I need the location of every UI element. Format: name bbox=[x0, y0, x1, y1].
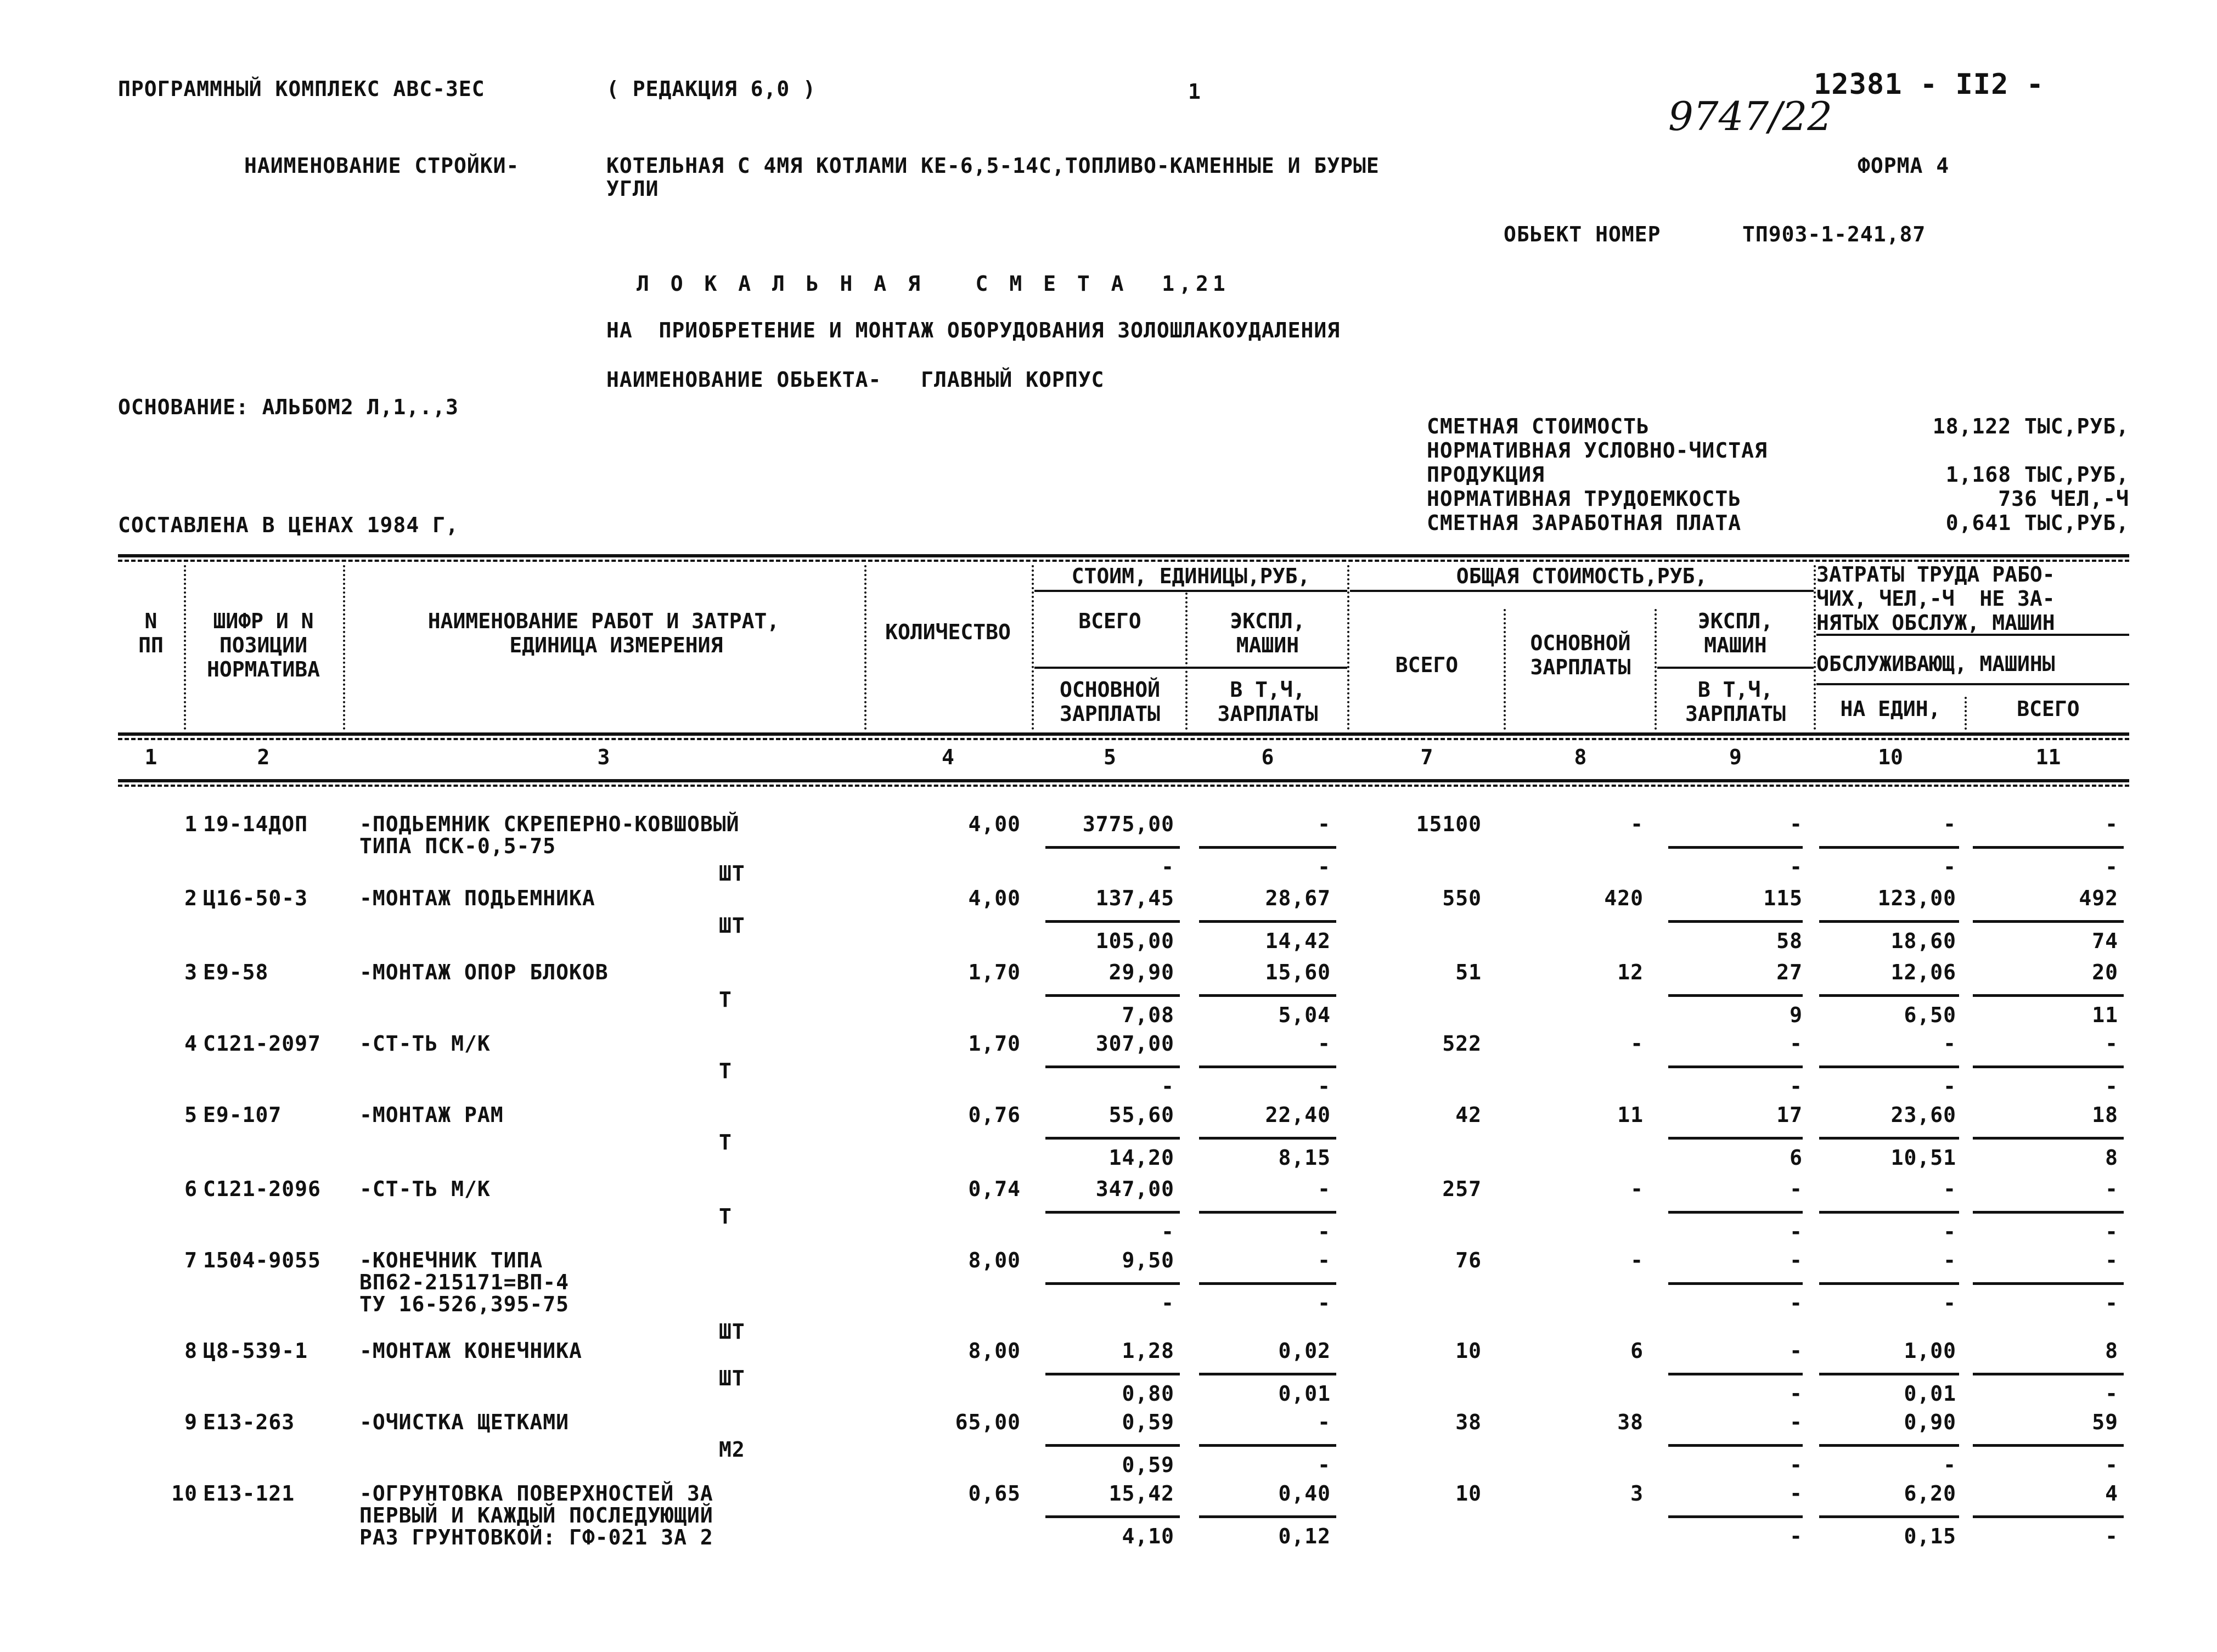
unit-wages: - bbox=[1161, 1220, 1174, 1244]
object-value: ТП903-1-241,87 bbox=[1742, 222, 1926, 246]
basis: ОСНОВАНИЕ: АЛЬБОМ2 Л,1,.,3 bbox=[118, 395, 459, 419]
total-cost: 257 bbox=[1442, 1177, 1482, 1201]
form-label: ФОРМА 4 bbox=[1858, 154, 1950, 178]
value-separator bbox=[1973, 1137, 2124, 1140]
value-separator bbox=[1819, 1137, 1959, 1140]
prices-basis: СОСТАВЛЕНА В ЦЕНАХ 1984 Г, bbox=[118, 513, 459, 537]
unit-of-measure: Т bbox=[719, 988, 732, 1012]
norm-code: Е13-263 bbox=[203, 1410, 295, 1434]
unit-cost-machines: 0,40 bbox=[1278, 1481, 1331, 1506]
unit-machine-wages: - bbox=[1318, 1074, 1331, 1098]
unit-cost-machines: - bbox=[1318, 1248, 1331, 1272]
col-header-5-sub: ОСНОВНОЙ ЗАРПЛАТЫ bbox=[1059, 678, 1161, 726]
value-separator bbox=[1819, 1065, 1959, 1068]
labor-total: 4 bbox=[2105, 1481, 2118, 1506]
unit-cost-total: 1,28 bbox=[1122, 1339, 1174, 1363]
construction-value-2: УГЛИ bbox=[606, 177, 659, 201]
unit-cost-machines: 15,60 bbox=[1265, 960, 1331, 984]
value-separator bbox=[1668, 994, 1803, 997]
unit-cost-header: СТОИМ, ЕДИНИЦЫ,РУБ, bbox=[1071, 564, 1310, 588]
norm-code: 19-14ДОП bbox=[203, 812, 308, 836]
machine-labor-per-unit: 6,50 bbox=[1904, 1003, 1956, 1027]
unit-of-measure: Т bbox=[719, 1204, 732, 1228]
unit-of-measure: ШТ bbox=[719, 1320, 745, 1344]
machine-labor-total: - bbox=[2105, 1220, 2118, 1244]
unit-machine-wages: - bbox=[1318, 1220, 1331, 1244]
unit-wages: 4,10 bbox=[1122, 1524, 1174, 1548]
column-number: 6 bbox=[1261, 745, 1274, 769]
quantity: 8,00 bbox=[968, 1339, 1021, 1363]
column-number: 9 bbox=[1729, 745, 1742, 769]
summary-value: 1,168 ТЫС,РУБ, bbox=[1945, 463, 2129, 487]
unit-wages: - bbox=[1161, 855, 1174, 879]
value-separator bbox=[1199, 846, 1336, 849]
value-separator bbox=[1668, 1373, 1803, 1375]
value-separator bbox=[1199, 920, 1336, 923]
labor-per-unit: - bbox=[1943, 1248, 1956, 1272]
total-cost: 42 bbox=[1455, 1103, 1482, 1127]
value-separator bbox=[1668, 1137, 1803, 1140]
quantity: 1,70 bbox=[968, 1031, 1021, 1056]
labor-total: 492 bbox=[2079, 886, 2118, 910]
value-separator bbox=[1819, 1515, 1959, 1518]
summary-value: 0,641 ТЫС,РУБ, bbox=[1945, 511, 2129, 535]
machine-labor-total: - bbox=[2105, 1524, 2118, 1548]
machine-labor-total: - bbox=[2105, 1453, 2118, 1477]
work-name: ТУ 16-526,395-75 bbox=[359, 1292, 570, 1316]
value-separator bbox=[1668, 846, 1803, 849]
total-machine-wages: 6 bbox=[1790, 1146, 1803, 1170]
col-header-9: ЭКСПЛ, МАШИН bbox=[1697, 609, 1774, 657]
labor-total: 59 bbox=[2092, 1410, 2118, 1434]
unit-wages: - bbox=[1161, 1074, 1174, 1098]
value-separator bbox=[1973, 994, 2124, 997]
total-machine-wages: - bbox=[1790, 1220, 1803, 1244]
labor-per-unit: - bbox=[1943, 1031, 1956, 1056]
labor-per-unit: - bbox=[1943, 812, 1956, 836]
unit-wages: 105,00 bbox=[1095, 929, 1174, 953]
value-separator bbox=[1819, 994, 1959, 997]
value-separator bbox=[1045, 1282, 1180, 1285]
labor-total: - bbox=[2105, 812, 2118, 836]
value-separator bbox=[1199, 1515, 1336, 1518]
unit-of-measure: М2 bbox=[719, 1437, 745, 1462]
summary-label: НОРМАТИВНАЯ ТРУДОЕМКОСТЬ bbox=[1427, 487, 1742, 511]
labor-per-unit: 1,00 bbox=[1904, 1339, 1956, 1363]
column-number: 1 bbox=[144, 745, 157, 769]
value-separator bbox=[1819, 1373, 1959, 1375]
row-number: 4 bbox=[184, 1031, 198, 1056]
value-separator bbox=[1045, 994, 1180, 997]
total-machines: - bbox=[1790, 1339, 1803, 1363]
labor-total: - bbox=[2105, 1031, 2118, 1056]
total-machines: - bbox=[1790, 812, 1803, 836]
value-separator bbox=[1819, 1211, 1959, 1214]
machine-labor-per-unit: - bbox=[1943, 1291, 1956, 1315]
total-wages: 6 bbox=[1630, 1339, 1644, 1363]
labor-per-unit: 123,00 bbox=[1877, 886, 1956, 910]
row-number: 6 bbox=[184, 1177, 198, 1201]
col-header-2: ШИФР И N ПОЗИЦИИ НОРМАТИВА bbox=[207, 609, 320, 681]
unit-cost-machines: - bbox=[1318, 1410, 1331, 1434]
total-cost: 15100 bbox=[1416, 812, 1482, 836]
quantity: 8,00 bbox=[968, 1248, 1021, 1272]
unit-cost-total: 3775,00 bbox=[1082, 812, 1174, 836]
value-separator bbox=[1045, 846, 1180, 849]
column-number: 5 bbox=[1104, 745, 1116, 769]
labor-total: - bbox=[2105, 1248, 2118, 1272]
unit-of-measure: ШТ bbox=[719, 914, 745, 938]
col-header-4: КОЛИЧЕСТВО bbox=[885, 620, 1011, 644]
machine-labor-total: 11 bbox=[2092, 1003, 2118, 1027]
quantity: 0,74 bbox=[968, 1177, 1021, 1201]
row-number: 8 bbox=[184, 1339, 198, 1363]
work-name: -СТ-ТЬ М/К bbox=[359, 1177, 491, 1201]
machine-labor-per-unit: 18,60 bbox=[1890, 929, 1956, 953]
unit-of-measure: Т bbox=[719, 1130, 732, 1154]
construction-label: НАИМЕНОВАНИЕ СТРОЙКИ- bbox=[244, 154, 520, 178]
work-name: -КОНЕЧНИК ТИПА bbox=[359, 1248, 543, 1272]
total-machines: - bbox=[1790, 1481, 1803, 1506]
value-separator bbox=[1045, 1211, 1180, 1214]
norm-code: Е9-107 bbox=[203, 1103, 282, 1127]
total-machines: 17 bbox=[1776, 1103, 1803, 1127]
labor-total: - bbox=[2105, 1177, 2118, 1201]
labor-per-unit: 6,20 bbox=[1904, 1481, 1956, 1506]
unit-cost-total: 347,00 bbox=[1095, 1177, 1174, 1201]
labor-per-unit: 0,90 bbox=[1904, 1410, 1956, 1434]
row-number: 2 bbox=[184, 886, 198, 910]
value-separator bbox=[1668, 1211, 1803, 1214]
total-wages: 11 bbox=[1617, 1103, 1644, 1127]
norm-code: Ц8-539-1 bbox=[203, 1339, 308, 1363]
column-number: 8 bbox=[1574, 745, 1587, 769]
value-separator bbox=[1973, 1444, 2124, 1447]
construction-value: КОТЕЛЬНАЯ С 4МЯ КОТЛАМИ КЕ-6,5-14С,ТОПЛИВО-КАМЕННЫЕ И БУРЫЕ bbox=[606, 154, 1380, 178]
col-header-6-sub: В Т,Ч, ЗАРПЛАТЫ bbox=[1217, 678, 1318, 726]
object-name: НАИМЕНОВАНИЕ ОБЬЕКТА- ГЛАВНЫЙ КОРПУС bbox=[606, 368, 1105, 392]
total-wages: 38 bbox=[1617, 1410, 1644, 1434]
summary-label: ПРОДУКЦИЯ bbox=[1427, 463, 1545, 487]
labor-total: 20 bbox=[2092, 960, 2118, 984]
quantity: 0,65 bbox=[968, 1481, 1021, 1506]
norm-code: Е13-121 bbox=[203, 1481, 295, 1506]
value-separator bbox=[1973, 846, 2124, 849]
value-separator bbox=[1045, 1444, 1180, 1447]
col-header-8: ОСНОВНОЙ ЗАРПЛАТЫ bbox=[1530, 631, 1631, 679]
total-machines: 27 bbox=[1776, 960, 1803, 984]
unit-of-measure: ШТ bbox=[719, 1366, 745, 1390]
work-name: -МОНТАЖ ОПОР БЛОКОВ bbox=[359, 960, 609, 984]
total-wages: - bbox=[1630, 1248, 1644, 1272]
work-name: -ОГРУНТОВКА ПОВЕРХНОСТЕЙ ЗА bbox=[359, 1481, 713, 1506]
quantity: 0,76 bbox=[968, 1103, 1021, 1127]
work-name: -МОНТАЖ ПОДЬЕМНИКА bbox=[359, 886, 595, 910]
unit-machine-wages: 5,04 bbox=[1278, 1003, 1331, 1027]
work-name: ПЕРВЫЙ И КАЖДЫЙ ПОСЛЕДУЮЩИЙ bbox=[359, 1503, 713, 1527]
machine-labor-total: - bbox=[2105, 855, 2118, 879]
total-wages: 3 bbox=[1630, 1481, 1644, 1506]
total-wages: - bbox=[1630, 812, 1644, 836]
value-separator bbox=[1045, 1515, 1180, 1518]
value-separator bbox=[1668, 1065, 1803, 1068]
total-machine-wages: - bbox=[1790, 1453, 1803, 1477]
value-separator bbox=[1045, 1137, 1180, 1140]
handwritten-number: 9747/22 bbox=[1668, 93, 1833, 139]
value-separator bbox=[1199, 1444, 1336, 1447]
work-name: -ПОДЬЕМНИК СКРЕПЕРНО-КОВШОВЫЙ bbox=[359, 812, 740, 836]
value-separator bbox=[1199, 1282, 1336, 1285]
page-number: 1 bbox=[1188, 80, 1201, 104]
unit-wages: 7,08 bbox=[1122, 1003, 1174, 1027]
value-separator bbox=[1045, 1065, 1180, 1068]
unit-machine-wages: 0,01 bbox=[1278, 1382, 1331, 1406]
value-separator bbox=[1668, 1515, 1803, 1518]
labor-total: 18 bbox=[2092, 1103, 2118, 1127]
unit-cost-machines: - bbox=[1318, 1031, 1331, 1056]
unit-machine-wages: - bbox=[1318, 1453, 1331, 1477]
column-number: 3 bbox=[597, 745, 610, 769]
total-machine-wages: 58 bbox=[1776, 929, 1803, 953]
value-separator bbox=[1045, 1373, 1180, 1375]
norm-code: Е9-58 bbox=[203, 960, 269, 984]
unit-machine-wages: 0,12 bbox=[1278, 1524, 1331, 1548]
unit-cost-machines: - bbox=[1318, 1177, 1331, 1201]
quantity: 65,00 bbox=[955, 1410, 1021, 1434]
summary-value: 736 ЧЕЛ,-Ч bbox=[1998, 487, 2129, 511]
total-machine-wages: - bbox=[1790, 1382, 1803, 1406]
value-separator bbox=[1973, 920, 2124, 923]
total-machine-wages: - bbox=[1790, 1524, 1803, 1548]
total-cost: 38 bbox=[1455, 1410, 1482, 1434]
machine-labor-per-unit: - bbox=[1943, 1074, 1956, 1098]
total-cost: 550 bbox=[1442, 886, 1482, 910]
work-name: ТИПА ПСК-0,5-75 bbox=[359, 834, 556, 858]
norm-code: Ц16-50-3 bbox=[203, 886, 308, 910]
work-name: -СТ-ТЬ М/К bbox=[359, 1031, 491, 1056]
total-cost: 51 bbox=[1455, 960, 1482, 984]
row-number: 7 bbox=[184, 1248, 198, 1272]
quantity: 1,70 bbox=[968, 960, 1021, 984]
machine-labor-per-unit: - bbox=[1943, 855, 1956, 879]
total-cost: 10 bbox=[1455, 1339, 1482, 1363]
total-machines: - bbox=[1790, 1031, 1803, 1056]
norm-code: С121-2097 bbox=[203, 1031, 321, 1056]
total-wages: 12 bbox=[1617, 960, 1644, 984]
unit-of-measure: Т bbox=[719, 1059, 732, 1083]
value-separator bbox=[1668, 1282, 1803, 1285]
unit-machine-wages: - bbox=[1318, 855, 1331, 879]
total-cost-header: ОБЩАЯ СТОИМОСТЬ,РУБ, bbox=[1456, 564, 1708, 588]
value-separator bbox=[1199, 1211, 1336, 1214]
value-separator bbox=[1199, 1137, 1336, 1140]
value-separator bbox=[1973, 1373, 2124, 1375]
object-label: ОБЬЕКТ НОМЕР bbox=[1504, 222, 1661, 246]
quantity: 4,00 bbox=[968, 886, 1021, 910]
summary-label: СМЕТНАЯ СТОИМОСТЬ bbox=[1427, 414, 1650, 438]
unit-cost-machines: - bbox=[1318, 812, 1331, 836]
machine-labor-total: - bbox=[2105, 1382, 2118, 1406]
unit-wages: - bbox=[1161, 1291, 1174, 1315]
row-number: 5 bbox=[184, 1103, 198, 1127]
value-separator bbox=[1973, 1282, 2124, 1285]
labor-total: 8 bbox=[2105, 1339, 2118, 1363]
unit-cost-machines: 22,40 bbox=[1265, 1103, 1331, 1127]
value-separator bbox=[1973, 1211, 2124, 1214]
row-number: 1 bbox=[184, 812, 198, 836]
unit-machine-wages: 14,42 bbox=[1265, 929, 1331, 953]
work-name: -ОЧИСТКА ЩЕТКАМИ bbox=[359, 1410, 570, 1434]
total-wages: 420 bbox=[1604, 886, 1644, 910]
work-name: ВП62-215171=ВП-4 bbox=[359, 1270, 570, 1294]
document-title: Л О К А Л Ь Н А Я С М Е Т А 1,21 bbox=[637, 272, 1230, 296]
column-number: 2 bbox=[257, 745, 270, 769]
value-separator bbox=[1045, 920, 1180, 923]
value-separator bbox=[1819, 1444, 1959, 1447]
doc-number: 12381 - II2 - bbox=[1814, 68, 2044, 101]
machine-labor-total: 74 bbox=[2092, 929, 2118, 953]
work-name: РАЗ ГРУНТОВКОЙ: ГФ-021 ЗА 2 bbox=[359, 1525, 713, 1549]
machine-labor-per-unit: 0,15 bbox=[1904, 1524, 1956, 1548]
total-cost: 522 bbox=[1442, 1031, 1482, 1056]
total-wages: - bbox=[1630, 1177, 1644, 1201]
machine-labor-per-unit: - bbox=[1943, 1453, 1956, 1477]
norm-code: С121-2096 bbox=[203, 1177, 321, 1201]
value-separator bbox=[1973, 1065, 2124, 1068]
unit-cost-total: 0,59 bbox=[1122, 1410, 1174, 1434]
machine-labor-total: - bbox=[2105, 1074, 2118, 1098]
col-header-9-sub: В Т,Ч, ЗАРПЛАТЫ bbox=[1685, 678, 1786, 726]
labor-header-2: ОБСЛУЖИВАЮЩ, МАШИНЫ bbox=[1816, 652, 2055, 676]
quantity: 4,00 bbox=[968, 812, 1021, 836]
unit-cost-total: 55,60 bbox=[1108, 1103, 1174, 1127]
work-name: -МОНТАЖ РАМ bbox=[359, 1103, 504, 1127]
summary-label: СМЕТНАЯ ЗАРАБОТНАЯ ПЛАТА bbox=[1427, 511, 1742, 535]
value-separator bbox=[1199, 1373, 1336, 1375]
unit-cost-total: 9,50 bbox=[1122, 1248, 1174, 1272]
col-header-7: ВСЕГО bbox=[1395, 653, 1459, 677]
value-separator bbox=[1199, 1065, 1336, 1068]
labor-per-unit: - bbox=[1943, 1177, 1956, 1201]
unit-cost-total: 15,42 bbox=[1108, 1481, 1174, 1506]
total-machines: - bbox=[1790, 1410, 1803, 1434]
summary-label: НОРМАТИВНАЯ УСЛОВНО-ЧИСТАЯ bbox=[1427, 438, 1768, 463]
total-machine-wages: 9 bbox=[1790, 1003, 1803, 1027]
unit-machine-wages: 8,15 bbox=[1278, 1146, 1331, 1170]
labor-per-unit: 12,06 bbox=[1890, 960, 1956, 984]
unit-cost-machines: 28,67 bbox=[1265, 886, 1331, 910]
value-separator bbox=[1973, 1515, 2124, 1518]
total-machine-wages: - bbox=[1790, 1291, 1803, 1315]
unit-machine-wages: - bbox=[1318, 1291, 1331, 1315]
unit-wages: 0,59 bbox=[1122, 1453, 1174, 1477]
program-name: ПРОГРАММНЫЙ КОМПЛЕКС АВС-3ЕС bbox=[118, 77, 485, 101]
col-header-5: ВСЕГО bbox=[1078, 609, 1141, 633]
unit-cost-total: 137,45 bbox=[1095, 886, 1174, 910]
unit-cost-machines: 0,02 bbox=[1278, 1339, 1331, 1363]
total-cost: 76 bbox=[1455, 1248, 1482, 1272]
col-header-3: НАИМЕНОВАНИЕ РАБОТ И ЗАТРАТ, ЕДИНИЦА ИЗМЕРЕНИЯ bbox=[427, 609, 780, 657]
column-number: 10 bbox=[1878, 745, 1903, 769]
total-cost: 10 bbox=[1455, 1481, 1482, 1506]
unit-cost-total: 307,00 bbox=[1095, 1031, 1174, 1056]
value-separator bbox=[1199, 994, 1336, 997]
col-header-6: ЭКСПЛ, МАШИН bbox=[1230, 609, 1306, 657]
col-header-1: N ПП bbox=[138, 609, 164, 657]
summary-value: 18,122 ТЫС,РУБ, bbox=[1932, 414, 2129, 438]
row-number: 3 bbox=[184, 960, 198, 984]
unit-wages: 0,80 bbox=[1122, 1382, 1174, 1406]
total-machines: 115 bbox=[1763, 886, 1803, 910]
machine-labor-per-unit: - bbox=[1943, 1220, 1956, 1244]
value-separator bbox=[1668, 1444, 1803, 1447]
machine-labor-per-unit: 0,01 bbox=[1904, 1382, 1956, 1406]
total-machine-wages: - bbox=[1790, 855, 1803, 879]
labor-per-unit: 23,60 bbox=[1890, 1103, 1956, 1127]
total-machines: - bbox=[1790, 1177, 1803, 1201]
column-number: 7 bbox=[1420, 745, 1433, 769]
value-separator bbox=[1668, 920, 1803, 923]
value-separator bbox=[1819, 1282, 1959, 1285]
unit-of-measure: ШТ bbox=[719, 861, 745, 886]
row-number: 9 bbox=[184, 1410, 198, 1434]
col-header-10: НА ЕДИН, bbox=[1840, 697, 1941, 721]
machine-labor-total: 8 bbox=[2105, 1146, 2118, 1170]
column-number: 4 bbox=[942, 745, 954, 769]
edition: ( РЕДАКЦИЯ 6,0 ) bbox=[606, 77, 817, 101]
work-name: -МОНТАЖ КОНЕЧНИКА bbox=[359, 1339, 582, 1363]
value-separator bbox=[1819, 920, 1959, 923]
unit-cost-total: 29,90 bbox=[1108, 960, 1174, 984]
total-machine-wages: - bbox=[1790, 1074, 1803, 1098]
norm-code: 1504-9055 bbox=[203, 1248, 321, 1272]
total-wages: - bbox=[1630, 1031, 1644, 1056]
column-number: 11 bbox=[2035, 745, 2061, 769]
value-separator bbox=[1819, 846, 1959, 849]
document-subtitle: НА ПРИОБРЕТЕНИЕ И МОНТАЖ ОБОРУДОВАНИЯ ЗОЛОШЛАКОУДАЛЕНИЯ bbox=[606, 318, 1341, 342]
total-machines: - bbox=[1790, 1248, 1803, 1272]
labor-header: ЗАТРАТЫ ТРУДА РАБО- ЧИХ, ЧЕЛ,-Ч НЕ ЗА- НЯТЫХ ОБСЛУЖ, МАШИН bbox=[1816, 562, 2055, 635]
machine-labor-total: - bbox=[2105, 1291, 2118, 1315]
unit-wages: 14,20 bbox=[1108, 1146, 1174, 1170]
machine-labor-per-unit: 10,51 bbox=[1890, 1146, 1956, 1170]
col-header-11: ВСЕГО bbox=[2017, 697, 2080, 721]
row-number: 10 bbox=[171, 1481, 198, 1506]
